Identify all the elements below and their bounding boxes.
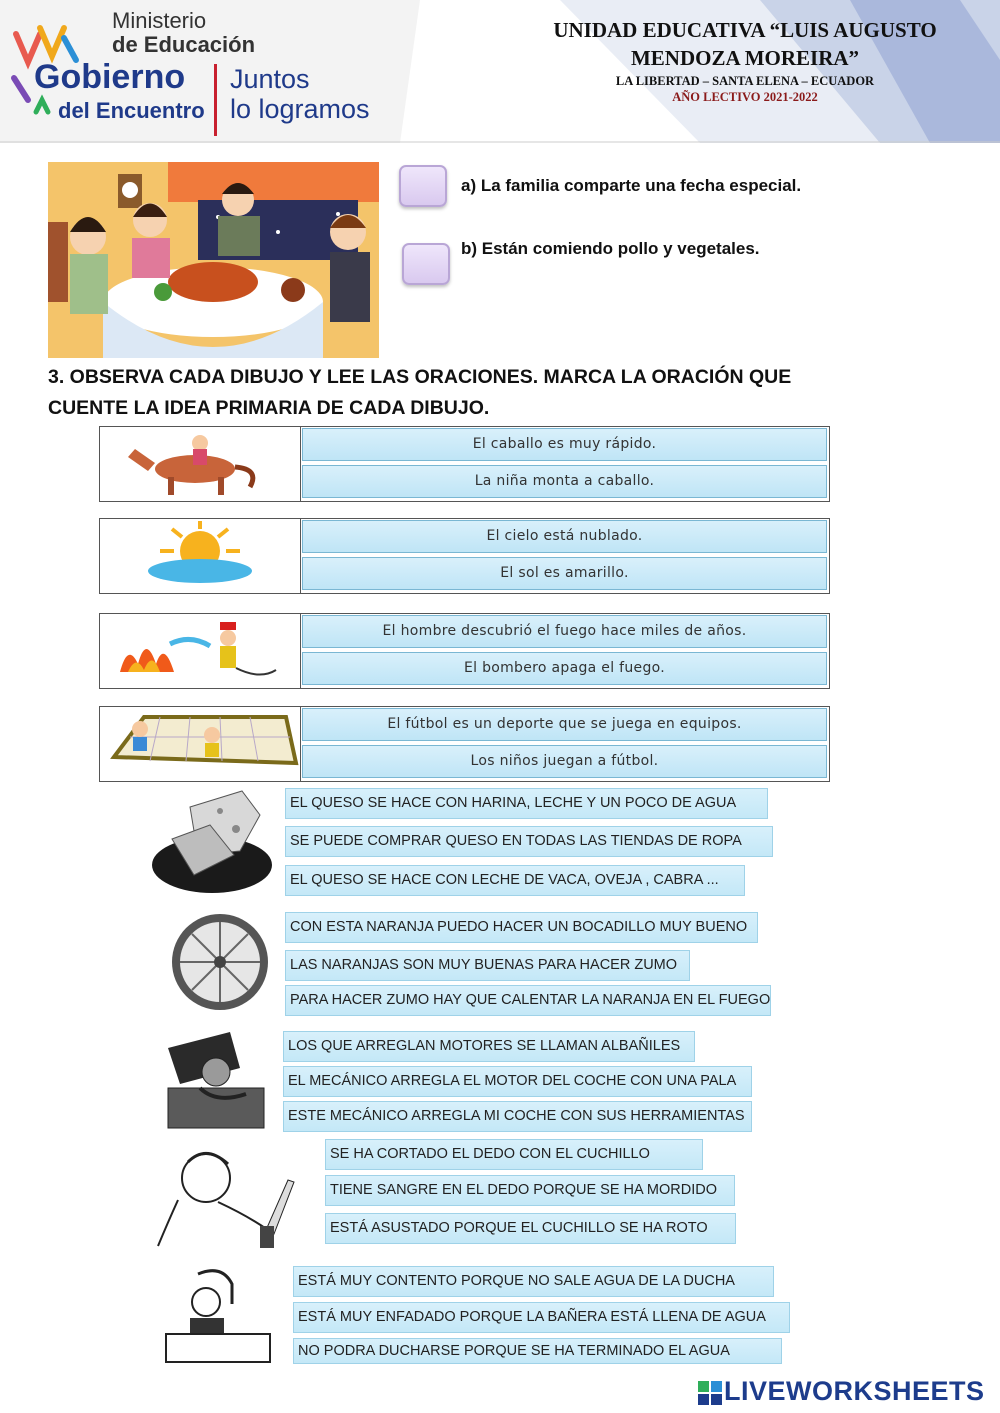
liveworksheets-brand[interactable]: LIVEWORKSHEETS bbox=[724, 1376, 985, 1406]
liveworksheets-logo-icon bbox=[698, 1381, 722, 1405]
mechanic-icon bbox=[160, 1028, 270, 1132]
option-b-text: b) Están comiendo pollo y vegetales. bbox=[461, 239, 760, 258]
pair-row-sun bbox=[99, 518, 830, 594]
exercise-instruction bbox=[48, 362, 908, 424]
pair-row-horse bbox=[99, 426, 830, 502]
mechanic-sentence2[interactable]: EL MECÁNICO ARREGLA EL MOTOR DEL COCHE CON UNA PALA bbox=[283, 1066, 752, 1097]
school-location: LA LIBERTAD – SANTA ELENA – ECUADOR bbox=[615, 74, 875, 88]
pair2-sentence2[interactable]: El sol es amarillo. bbox=[302, 557, 827, 590]
option-a-checkbox[interactable] bbox=[399, 165, 447, 207]
horse-rider-icon bbox=[100, 427, 301, 501]
slogan-line2: lo logramos bbox=[230, 94, 370, 124]
option-a-text: a) La familia comparte una fecha especial. bbox=[461, 176, 802, 195]
pair4-sentence2[interactable]: Los niños juegan a fútbol. bbox=[302, 745, 827, 778]
knife-sentence3[interactable]: ESTÁ ASUSTADO PORQUE EL CUCHILLO SE HA ROTO bbox=[325, 1213, 736, 1244]
ministry-line2: de Educación bbox=[112, 32, 256, 57]
school-name-line1: UNIDAD EDUCATIVA “LUIS AUGUSTO bbox=[553, 18, 937, 42]
pair3-sentence1[interactable]: El hombre descubrió el fuego hace miles de años. bbox=[302, 615, 827, 648]
shower-sentence2[interactable]: ESTÁ MUY ENFADADO PORQUE LA BAÑERA ESTÁ LLENA DE AGUA bbox=[293, 1302, 790, 1333]
knife-sentence2[interactable]: TIENE SANGRE EN EL DEDO PORQUE SE HA MORDIDO bbox=[325, 1175, 735, 1206]
cheese-sentence3[interactable]: EL QUESO SE HACE CON LECHE DE VACA, OVEJA , CABRA ... bbox=[285, 865, 745, 896]
mechanic-sentence3[interactable]: ESTE MECÁNICO ARREGLA MI COCHE CON SUS HERRAMIENTAS bbox=[283, 1101, 752, 1132]
orange-sentence3[interactable]: PARA HACER ZUMO HAY QUE CALENTAR LA NARANJA EN EL FUEGO bbox=[285, 985, 771, 1016]
shower-sentence3[interactable]: NO PODRA DUCHARSE PORQUE SE HA TERMINADO EL AGUA bbox=[293, 1338, 782, 1364]
pair3-sentence2[interactable]: El bombero apaga el fuego. bbox=[302, 652, 827, 685]
cheese-sentence2[interactable]: SE PUEDE COMPRAR QUESO EN TODAS LAS TIENDAS DE ROPA bbox=[285, 826, 773, 857]
option-b-checkbox[interactable] bbox=[402, 243, 450, 285]
page-header bbox=[0, 0, 1000, 143]
pair-row-fire bbox=[99, 613, 830, 689]
government-line1: Gobierno bbox=[34, 58, 186, 96]
cheese-icon bbox=[150, 785, 280, 897]
school-year: AÑO LECTIVO 2021-2022 bbox=[672, 90, 818, 104]
shower-icon bbox=[162, 1264, 272, 1364]
pair1-sentence1[interactable]: El caballo es muy rápido. bbox=[302, 428, 827, 461]
instruction-line2: CUENTE LA IDEA PRIMARIA DE CADA DIBUJO. bbox=[48, 397, 490, 419]
soccer-kids-icon bbox=[100, 707, 301, 781]
family-dinner-illustration bbox=[48, 162, 379, 358]
mechanic-sentence1[interactable]: LOS QUE ARREGLAN MOTORES SE LLAMAN ALBAÑILES bbox=[283, 1031, 695, 1062]
sun-cloud-icon bbox=[100, 519, 301, 593]
logo-divider bbox=[214, 64, 217, 136]
pair-row-soccer bbox=[99, 706, 830, 782]
slogan-line1: Juntos bbox=[230, 64, 310, 94]
shower-sentence1[interactable]: ESTÁ MUY CONTENTO PORQUE NO SALE AGUA DE LA DUCHA bbox=[293, 1266, 774, 1297]
orange-sentence1[interactable]: CON ESTA NARANJA PUEDO HACER UN BOCADILLO MUY BUENO bbox=[285, 912, 758, 943]
pair1-sentence2[interactable]: La niña monta a caballo. bbox=[302, 465, 827, 498]
pair4-sentence1[interactable]: El fútbol es un deporte que se juega en equipos. bbox=[302, 708, 827, 741]
cheese-sentence1[interactable]: EL QUESO SE HACE CON HARINA, LECHE Y UN POCO DE AGUA bbox=[285, 788, 768, 819]
knife-cut-icon bbox=[148, 1142, 298, 1252]
orange-icon bbox=[170, 908, 274, 1018]
school-name-line2: MENDOZA MOREIRA” bbox=[630, 46, 860, 70]
firefighter-icon bbox=[100, 614, 301, 688]
pair2-sentence1[interactable]: El cielo está nublado. bbox=[302, 520, 827, 553]
orange-sentence2[interactable]: LAS NARANJAS SON MUY BUENAS PARA HACER ZUMO bbox=[285, 950, 690, 981]
instruction-line1: 3. OBSERVA CADA DIBUJO Y LEE LAS ORACIONES. MARCA LA ORACIÓN QUE bbox=[48, 366, 792, 388]
ministry-line1: Ministerio bbox=[112, 8, 207, 33]
government-line2: del Encuentro bbox=[58, 98, 205, 123]
knife-sentence1[interactable]: SE HA CORTADO EL DEDO CON EL CUCHILLO bbox=[325, 1139, 703, 1170]
